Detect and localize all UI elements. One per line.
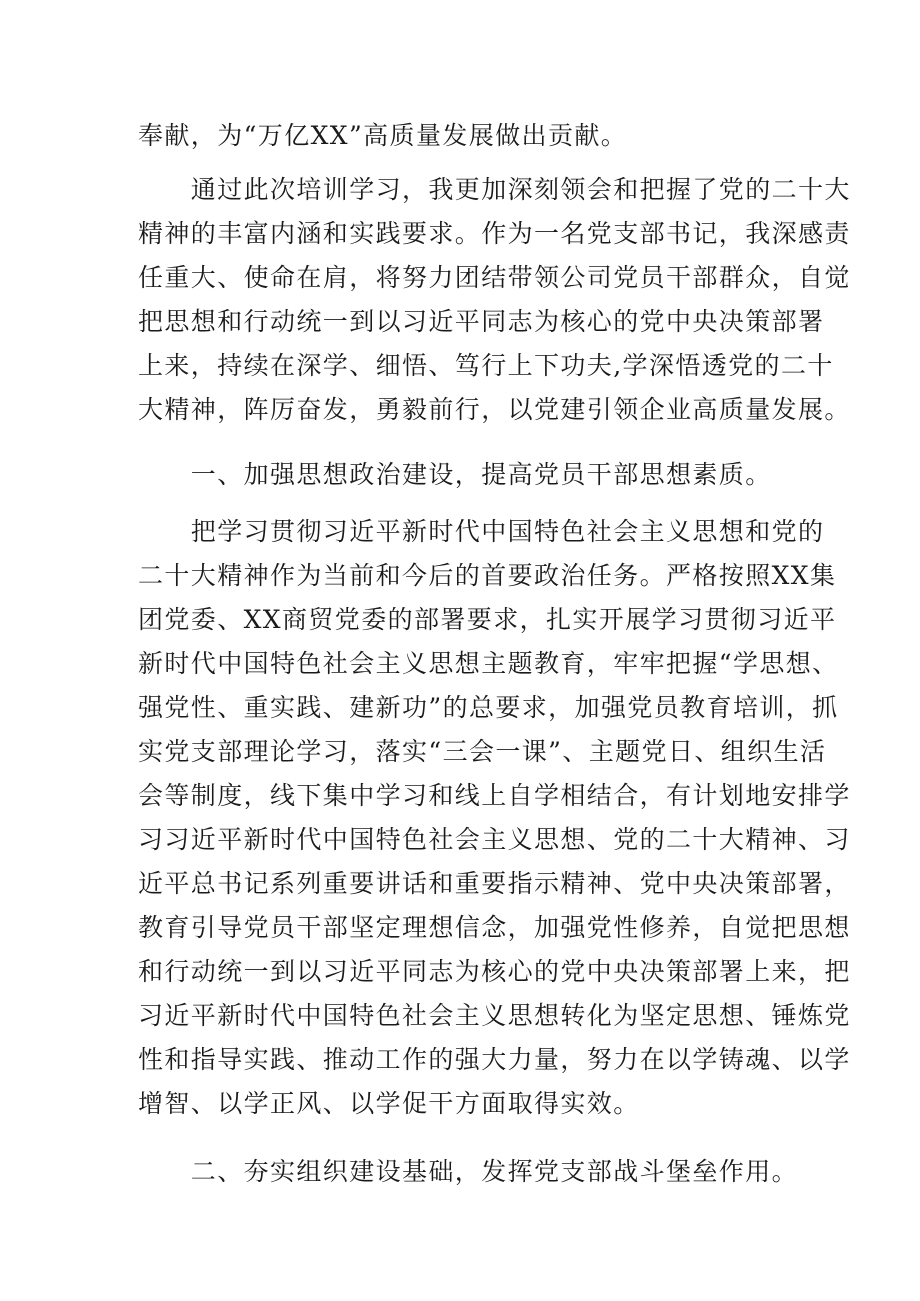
- section-heading-1: [138, 453, 798, 497]
- section-heading-2: [138, 1150, 798, 1194]
- paragraph-line: 二十大精神作为当前和今后的首要政治任务。严格按照XX集: [138, 561, 837, 590]
- paragraph-line: 上来，持续在深学、细悟、笃行上下功夫,学深悟透党的二十: [138, 351, 834, 380]
- paragraph-line: 把思想和行动统一到以习近平同志为核心的党中央决策部署: [138, 307, 825, 336]
- paragraph-line: 任重大、使命在肩，将努力团结带领公司党员干部群众，自觉: [138, 263, 851, 292]
- paragraph-line: 通过此次培训学习，我更加深刻领会和把握了党的二十大: [138, 175, 851, 204]
- heading-line: 一、加强思想政治建设，提高党员干部思想素质。: [138, 460, 772, 489]
- paragraph-line: 奉献，为“万亿XX”高质量发展做出贡献。: [138, 121, 628, 150]
- heading-line: 二、夯实组织建设基础，发挥党支部战斗堡垒作用。: [138, 1157, 799, 1186]
- paragraph-line: 强党性、重实践、建新功”的总要求，加强党员教育培训，抓: [138, 693, 839, 722]
- paragraph-training-reflection: [138, 168, 851, 432]
- paragraph-line: 新时代中国特色社会主义思想主题教育，牢牢把握“学思想、: [138, 649, 839, 678]
- paragraph-continuation: [138, 114, 798, 158]
- paragraph-line: 实党支部理论学习，落实“三会一课”、主题党日、组织生活: [138, 737, 827, 766]
- paragraph-line: 近平总书记系列重要讲话和重要指示精神、党中央决策部署，: [138, 869, 851, 898]
- paragraph-line: 习近平新时代中国特色社会主义思想转化为坚定思想、锤炼党: [138, 1001, 851, 1030]
- paragraph-line: 和行动统一到以习近平同志为核心的党中央决策部署上来，把: [138, 957, 851, 986]
- paragraph-line: 大精神，阵厉奋发，勇毅前行，以党建引领企业高质量发展。: [138, 395, 851, 424]
- paragraph-line: 精神的丰富内涵和实践要求。作为一名党支部书记，我深感责: [138, 219, 851, 248]
- paragraph-line: 增智、以学正风、以学促干方面取得实效。: [138, 1089, 640, 1118]
- paragraph-line: 会等制度，线下集中学习和线上自学相结合，有计划地安排学: [138, 781, 851, 810]
- paragraph-line: 习习近平新时代中国特色社会主义思想、党的二十大精神、习: [138, 825, 851, 854]
- paragraph-line: 把学习贯彻习近平新时代中国特色社会主义思想和党的: [138, 517, 825, 546]
- paragraph-political-construction: [138, 510, 851, 1126]
- paragraph-line: 教育引导党员干部坚定理想信念，加强党性修养，自觉把思想: [138, 913, 851, 942]
- paragraph-line: 团党委、XX商贸党委的部署要求，扎实开展学习贯彻习近平: [138, 605, 837, 634]
- paragraph-line: 性和指导实践、推动工作的强大力量，努力在以学铸魂、以学: [138, 1045, 851, 1074]
